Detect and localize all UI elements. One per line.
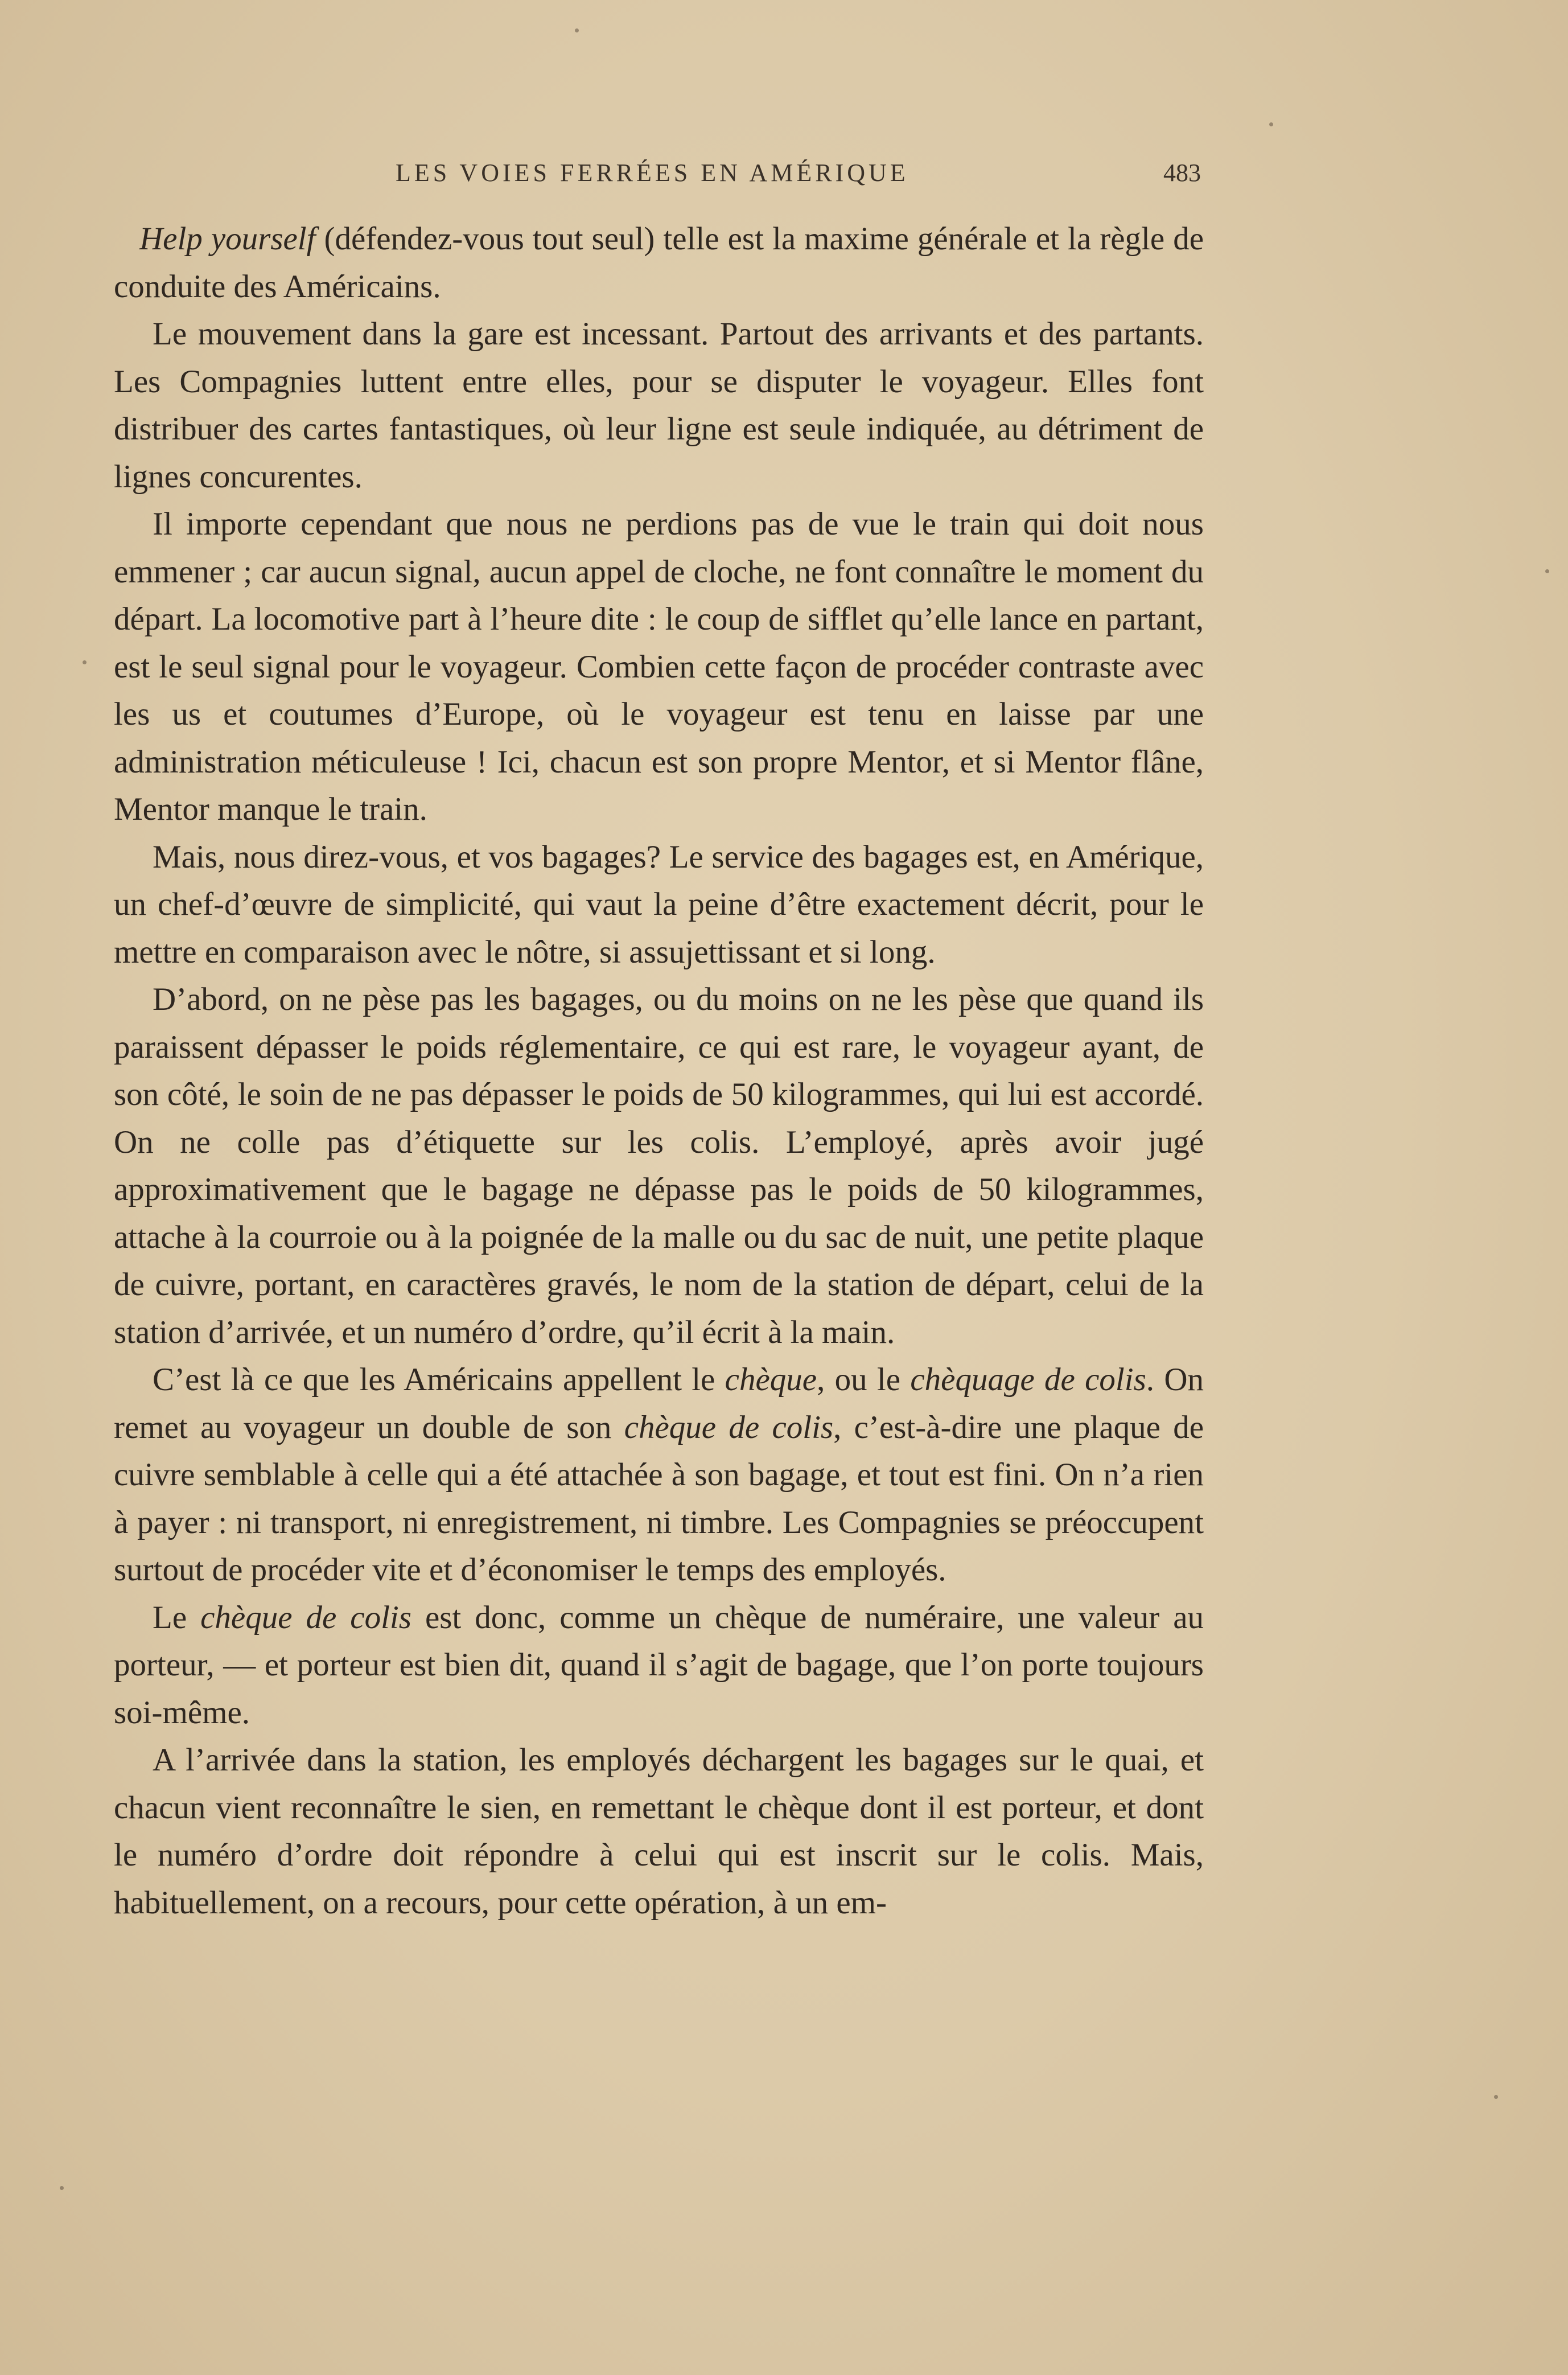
paragraph-text: . On remet au voyageur un double de son bbox=[114, 1362, 1204, 1445]
paper-speck bbox=[575, 28, 579, 32]
paragraph-text: (défendez-vous tout seul) telle est la maxime générale et la règle de conduite des Américains. bbox=[114, 221, 1204, 305]
italic-term: chèque de colis bbox=[624, 1409, 834, 1445]
body-text bbox=[114, 215, 1204, 1926]
page-number: 483 bbox=[1163, 159, 1201, 187]
paper-speck bbox=[1269, 122, 1273, 126]
paragraph-2: Le mouvement dans la gare est incessant. Partout des arrivants et des partants. Les Compagnies luttent entre elles, pour se disputer le voyageur. Elles font distribuer des cartes fantastiques, où leur ligne est seule indiquée, au détriment de lignes concurentes. bbox=[114, 316, 1204, 495]
paragraph-6 bbox=[114, 1356, 1204, 1594]
italic-term: chèque de colis bbox=[200, 1599, 411, 1636]
paper-speck bbox=[60, 2186, 64, 2190]
paragraph-1 bbox=[114, 215, 1204, 310]
running-title: LES VOIES FERRÉES EN AMÉRIQUE bbox=[396, 159, 909, 187]
running-head bbox=[117, 158, 1201, 192]
paragraph-text: Le bbox=[153, 1599, 201, 1636]
paragraph-4: Mais, nous direz-vous, et vos bagages? Le service des bagages est, en Amérique, un chef-d’œuvre de simplicité, qui vaut la peine d’être exactement décrit, pour le mettre en comparaison avec le nôtre, si assujettissant et si long. bbox=[114, 839, 1204, 970]
paragraph-text: , c’est-à-dire une plaque de cuivre semblable à celle qui a été attachée à son bagage, et tout est fini. On n’a rien à payer : ni transport, ni enregistrement, ni timbre. Les Compagnies se préoccupent surtout de procéder vite et d’économiser le temps des employés. bbox=[114, 1409, 1204, 1588]
italic-phrase: Help yourself bbox=[139, 221, 316, 257]
paragraph-5: D’abord, on ne pèse pas les bagages, ou du moins on ne les pèse que quand ils paraissent dépasser le poids réglementaire, ce qui est rare, le voyageur ayant, de son côté, le soin de ne pas dépasser le poids de 50 kilogrammes, qui lui est accordé. On ne colle pas d’étiquette sur les colis. L’employé, après avoir jugé approximativement que le bagage ne dépasse pas le poids de 50 kilogrammes, attache à la courroie ou à la poignée de la malle ou du sac de nuit, une petite plaque de cuivre, portant, en caractères gravés, le nom de la station de départ, celui de la station d’arrivée, et un numéro d’ordre, qu’il écrit à la main. bbox=[114, 981, 1204, 1350]
paragraph-8: A l’arrivée dans la station, les employés déchargent les bagages sur le quai, et chacun vient reconnaître le sien, en remettant le chèque dont il est porteur, et dont le numéro d’ordre doit répondre à celui qui est inscrit sur le colis. Mais, habituellement, on a recours, pour cette opération, à un em- bbox=[114, 1742, 1204, 1921]
italic-term: chèquage de colis bbox=[910, 1362, 1146, 1398]
paragraph-7 bbox=[114, 1594, 1204, 1737]
paper-speck bbox=[1545, 569, 1549, 573]
paragraph-3: Il importe cependant que nous ne perdions pas de vue le train qui doit nous emmener ; car aucun signal, aucun appel de cloche, ne font connaître le moment du départ. La locomotive part à l’heure dite : le coup de sifflet qu’elle lance en partant, est le seul signal pour le voyageur. Combien cette façon de procéder contraste avec les us et coutumes d’Europe, où le voyageur est tenu en laisse par une administration méticuleuse ! Ici, chacun est son propre Mentor, et si Mentor flâne, Mentor manque le train. bbox=[114, 506, 1204, 827]
paragraph-text: , ou le bbox=[817, 1362, 911, 1398]
paragraph-text: est donc, comme un chèque de numéraire, une valeur au porteur, — et porteur est bien dit, quand il s’agit de bagage, que l’on porte toujours soi-même. bbox=[114, 1599, 1204, 1731]
paper-speck bbox=[1494, 2095, 1498, 2099]
italic-term: chèque bbox=[725, 1362, 817, 1398]
paper-speck bbox=[83, 660, 87, 664]
paragraph-text: C’est là ce que les Américains appellent le bbox=[153, 1362, 725, 1398]
